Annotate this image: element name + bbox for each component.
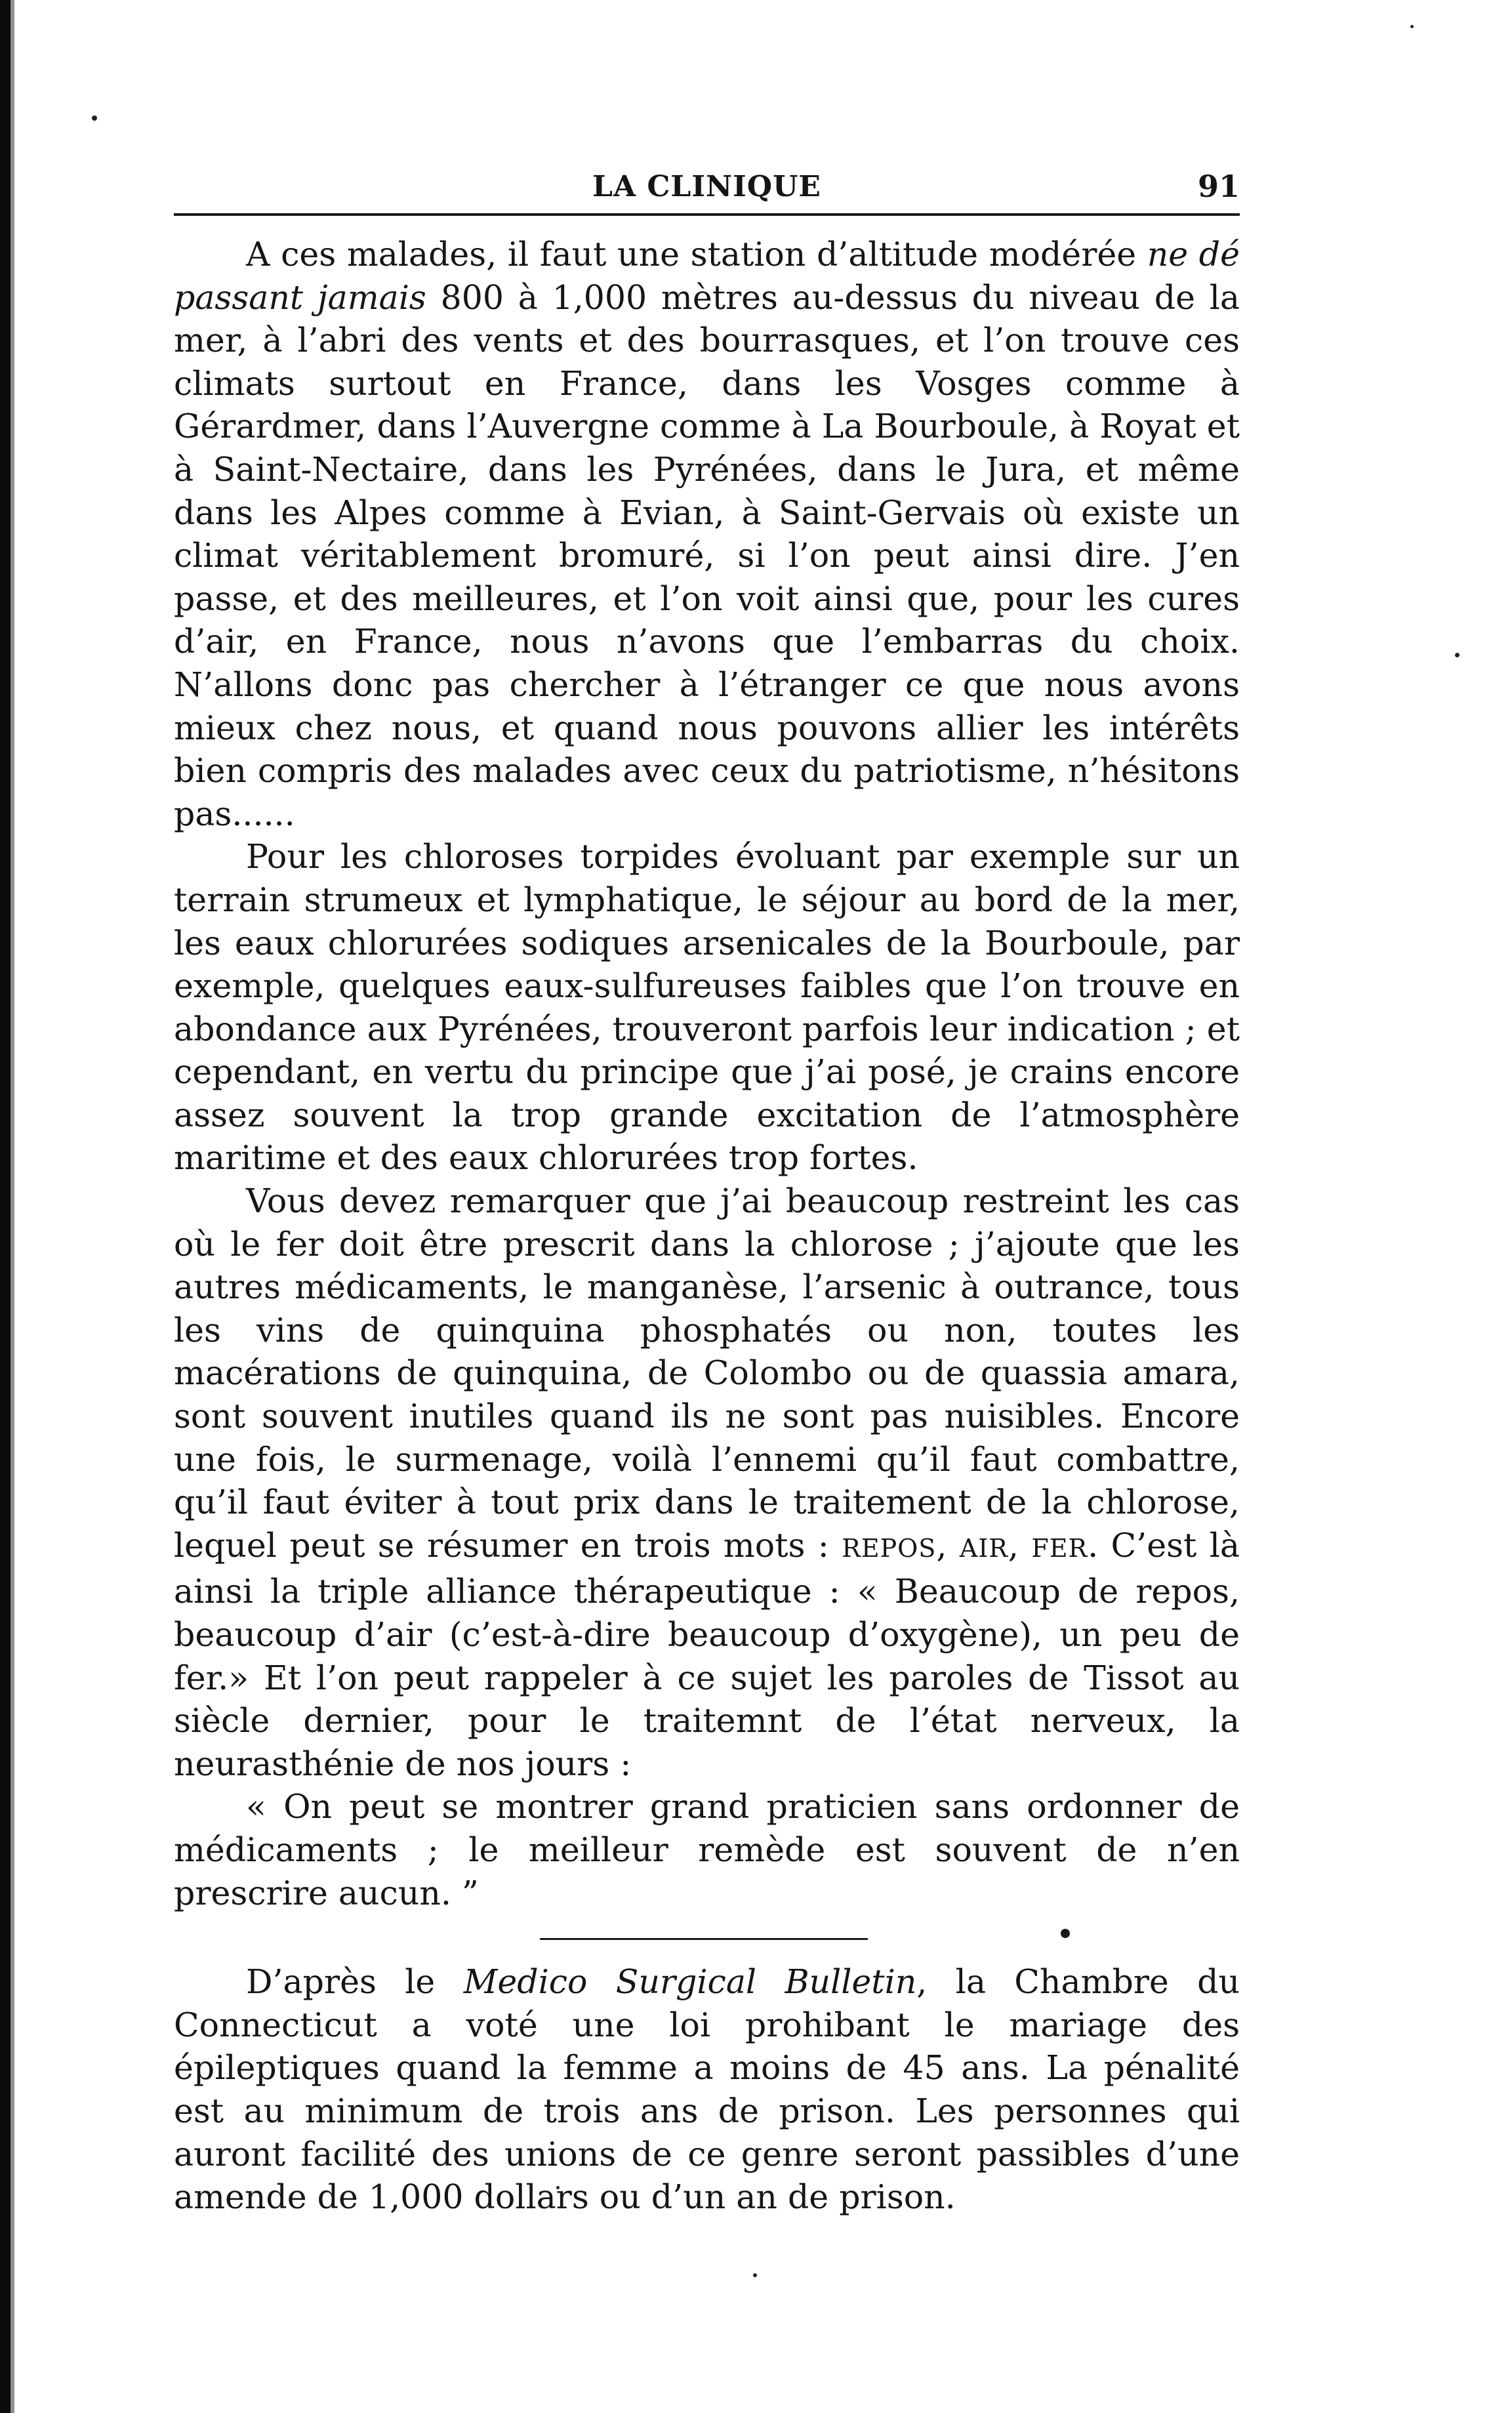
punctuation: , [936, 1525, 960, 1565]
separator-rule [540, 1938, 868, 1940]
small-caps-fer: FER [1031, 1533, 1088, 1563]
punctuation: , [1008, 1525, 1032, 1565]
running-title: LA CLINIQUE [592, 170, 821, 203]
separator-ornament [1061, 1929, 1070, 1938]
section-separator [174, 1914, 1240, 1960]
page-number: 91 [1197, 169, 1240, 204]
paragraph-text: A ces malades, il faut une station d’altitude modérée [246, 235, 1147, 274]
print-speck [92, 115, 97, 121]
page-binding-edge [0, 0, 10, 2413]
paragraph-altitude-stations [174, 233, 1240, 835]
news-item [174, 1960, 1240, 2219]
print-speck [753, 2273, 757, 2277]
paragraph-connecticut-law [174, 1960, 1240, 2219]
page-header [174, 161, 1240, 216]
paragraph-iron-treatment [174, 1180, 1240, 1785]
paragraph-text: Vous devez remarquer que j’ai beaucoup restreint les cas où le fer doit être prescrit dans la chlorose ; j’ajoute que les autres médicaments, le manganèse, l’arsenic à outrance, tous les vins de quinquina phosphatés ou non, toutes les macérations de quinquina, de Colombo ou de quassia amara, sont souvent inutiles quand ils ne sont pas nuisibles. Encore une fois, le surmenage, voilà l’ennemi qu’il faut combattre, qu’il faut éviter à tout prix dans le traitement de la chlorose, lequel peut se résumer en trois mots : [174, 1182, 1240, 1565]
page-binding-shadow [10, 0, 14, 2413]
paragraph-tissot-quote: « On peut se montrer grand praticien sans ordonner de médicaments ; le meilleur remède est souvent de n’en prescrire aucun. ” [174, 1787, 1240, 1912]
paragraph-torpid-chlorosis: Pour les chloroses torpides évoluant par exemple sur un terrain strumeux et lymphatique, le séjour au bord de la mer, les eaux chlorurées sodiques arsenicales de la Bourboule, par exemple, quelques eaux-sulfureuses faibles que l’on trouve en abondance aux Pyrénées, trouveront parfois leur indication ; et cependant, en vertu du principe que j’ai posé, je crains encore assez souvent la trop grande excitation de l’atmosphère maritime et des eaux chlorurées trop fortes. [174, 837, 1240, 1178]
paragraph-text: , la Chambre du Connecticut a voté une loi prohibant le mariage des épileptiques quand la femme a moins de 45 ans. La pénalité est au minimum de trois ans de prison. Les personnes qui auront facilité des unions de ce genre seront passibles d’une amende de 1,000 dollars ou d’un an de prison. [174, 1962, 1240, 2217]
print-speck [1455, 653, 1460, 657]
article-body [174, 233, 1240, 1914]
paragraph-text: 800 à 1,000 mètres au-dessus du niveau de la mer, à l’abri des vents et des bourrasques, et l’on trouve ces climats surtout en France, dans les Vosges comme à Gérardmer, dans l’Auvergne comme à La Bourboule, à Royat et à Saint-Nectaire, dans les Pyrénées, dans le Jura, et même dans les Alpes comme à Evian, à Saint-Gervais où existe un climat véritablement bromuré, si l’on peut ainsi dire. J’en passe, et des meilleures, et l’on voit ainsi que, pour les cures d’air, en France, nous n’avons que l’embarras du choix. N’allons donc pas chercher à l’étranger ce que nous avons mieux chez nous, et quand nous pouvons allier les intérêts bien compris des malades avec ceux du patriotisme, n’hésitons pas...... [174, 278, 1240, 833]
paragraph-text: D’après le [246, 1962, 464, 2002]
small-caps-repos: REPOS [842, 1533, 937, 1563]
italic-publication-title: Medico Surgical Bulletin [463, 1962, 917, 2002]
small-caps-air: AIR [959, 1533, 1008, 1563]
paragraph-text: . C’est là ainsi la triple alliance thérapeutique : « Beaucoup de repos, beaucoup d’air (c’est-à-dire beaucoup d’oxygène), un peu de fer.» Et l’on peut rappeler à ce sujet les paroles de Tissot au siècle dernier, pour le traitemnt de l’état nerveux, la neurasthénie de nos jours : [174, 1525, 1240, 1783]
print-speck [1410, 25, 1414, 28]
book-page [174, 161, 1240, 2219]
italic-phrase: ne dé passant jamais [174, 235, 1240, 317]
